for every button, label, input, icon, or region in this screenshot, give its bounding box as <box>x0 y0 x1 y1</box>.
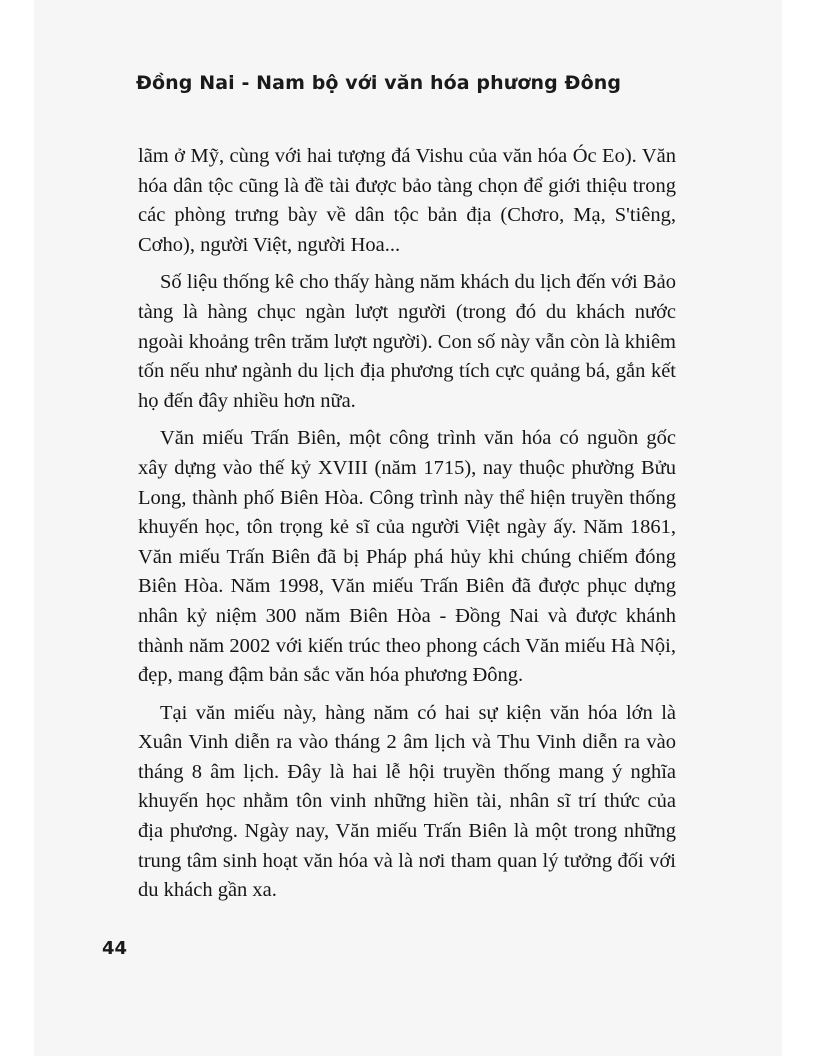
body-text <box>138 142 676 914</box>
running-head-title: Đồng Nai - Nam bộ với văn hóa phương Đông <box>136 72 622 94</box>
paragraph-2: Số liệu thống kê cho thấy hàng năm khách du lịch đến với Bảo tàng là hàng chục ngàn lượt người (trong đó du khách nước ngoài khoảng trên trăm lượt người). Con số này vẫn còn là khiêm tốn nếu như ngành du lịch địa phương tích cực quảng bá, gắn kết họ đến đây nhiều hơn nữa. <box>138 271 676 412</box>
page-number: 44 <box>102 938 128 959</box>
paragraph-1: lãm ở Mỹ, cùng với hai tượng đá Vishu của văn hóa Óc Eo). Văn hóa dân tộc cũng là đề tài được bảo tàng chọn để giới thiệu trong các phòng trưng bày về dân tộc bản địa (Chơro, Mạ, S'tiêng, Cơho), người Việt, người Hoa... <box>138 145 676 256</box>
paragraph-3: Văn miếu Trấn Biên, một công trình văn hóa có nguồn gốc xây dựng vào thế kỷ XVIII (năm 1715), nay thuộc phường Bửu Long, thành phố Biên Hòa. Công trình này thể hiện truyền thống khuyến học, tôn trọng kẻ sĩ của người Việt ngày ấy. Năm 1861, Văn miếu Trấn Biên đã bị Pháp phá hủy khi chúng chiếm đóng Biên Hòa. Năm 1998, Văn miếu Trấn Biên đã được phục dựng nhân kỷ niệm 300 năm Biên Hòa - Đồng Nai và được khánh thành năm 2002 với kiến trúc theo phong cách Văn miếu Hà Nội, đẹp, mang đậm bản sắc văn hóa phương Đông. <box>138 427 676 687</box>
paragraph-4: Tại văn miếu này, hàng năm có hai sự kiện văn hóa lớn là Xuân Vinh diễn ra vào tháng 2 âm lịch và Thu Vinh diễn ra vào tháng 8 âm lịch. Đây là hai lễ hội truyền thống mang ý nghĩa khuyến học nhằm tôn vinh những hiền tài, nhân sĩ trí thức của địa phương. Ngày nay, Văn miếu Trấn Biên là một trong những trung tâm sinh hoạt văn hóa và là nơi tham quan lý tưởng đối với du khách gần xa. <box>138 701 676 902</box>
